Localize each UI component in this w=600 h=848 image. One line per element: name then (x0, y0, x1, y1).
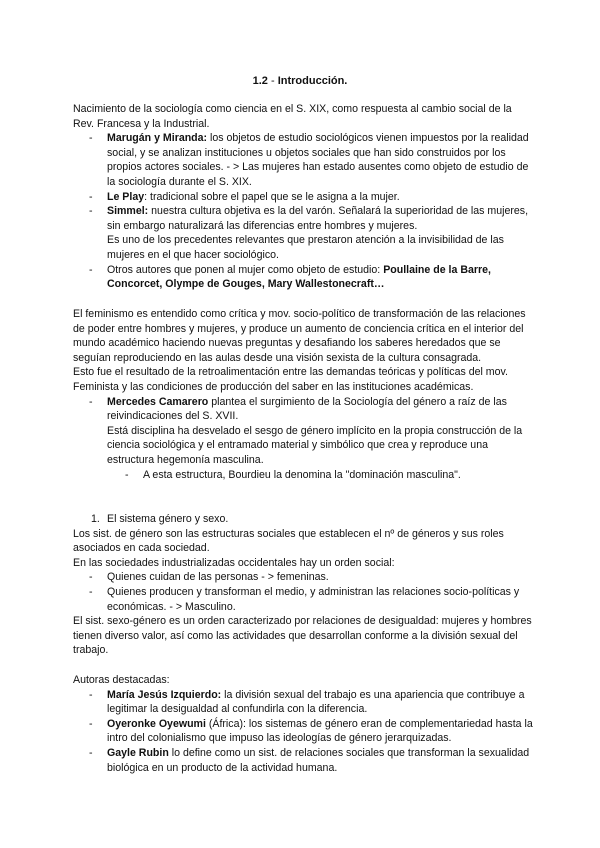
heading-number: 1. (91, 513, 100, 525)
section-title (0, 74, 600, 89)
list-item (73, 688, 535, 717)
list-item (73, 585, 535, 614)
section-number: 1.2 (252, 75, 268, 87)
feedback-paragraph: Esto fue el resultado de la retroalimentación entre las demandas teóricas y políticas del mov. Feminista y las condiciones de producción del saber en las instituciones académicas. (73, 366, 508, 393)
numbered-heading (73, 512, 535, 527)
bullet-marker: - (89, 205, 93, 218)
sub-list-item-text: A esta estructura, Bourdieu la denomina la "dominación masculina". (143, 468, 461, 481)
list-item (73, 190, 535, 205)
author-name: Simmel: (107, 205, 149, 218)
list-item-text: : tradicional sobre el papel que se le asigna a la mujer. (144, 190, 400, 203)
sex-gender-paragraph: El sist. sexo-género es un orden caracterizado por relaciones de desigualdad: mujeres y hombres tienen diverso valor, así como las actividades que desarrollan conforme a la división sexual del trabajo. (73, 615, 532, 657)
list-item-text: la división sexual del trabajo es una apariencia que contribuye a legitimar la desigualdad al confundirla con la diferencia. (107, 688, 525, 716)
author-name: Oyeronke Oyewumi (107, 717, 206, 730)
author-names: Poullaine de la Barre, Concorcet, Olympe de Gouges, Mary Wallestonecraft… (107, 263, 491, 291)
bullet-marker: - (89, 395, 93, 408)
bullet-marker: - (89, 746, 93, 759)
list-item (73, 570, 535, 585)
bullet-marker: - (89, 717, 93, 730)
list-item (73, 263, 535, 292)
sub-list-item (73, 468, 535, 483)
list-item-text: (África): los sistemas de género eran de complementariedad hasta la intro del colonialismo que impuso las ideologías de género jerarquizadas. (107, 717, 533, 745)
list-item-text: Otros autores que ponen al mujer como objeto de estudio: (107, 263, 384, 276)
authors-heading: Autoras destacadas: (73, 674, 170, 686)
list-item-text: plantea el surgimiento de la Sociología del género a raíz de las reivindicaciones del S. XVII. (107, 395, 507, 423)
bullet-marker: - (125, 468, 129, 481)
title-dash: - (267, 75, 278, 87)
list-item-continuation: Es uno de los precedentes relevantes que prestaron atención a la invisibilidad de las mujeres en el que hacer sociológico. (107, 234, 504, 261)
author-name: Le Play (107, 190, 145, 203)
social-order-paragraph: En las sociedades industrializadas occidentales hay un orden social: (73, 556, 395, 569)
bullet-marker: - (89, 688, 93, 701)
bullet-marker: - (89, 132, 93, 145)
list-item (73, 717, 535, 746)
gender-system-section (73, 512, 535, 658)
sociology-origins-section (73, 102, 535, 292)
author-name: Marugán y Miranda: (107, 132, 208, 145)
list-item-continuation: Está disciplina ha desvelado el sesgo de género implícito en la propia construcción de la ciencia sociológica y el entramado material y simbólico que crea y reproduce una estructura hegemonía masculina. (107, 424, 523, 466)
list-item (73, 131, 535, 189)
bullet-marker: - (89, 263, 93, 276)
feminism-section (73, 307, 535, 482)
author-name: María Jesús Izquierdo: (107, 688, 222, 701)
bullet-marker: - (89, 190, 93, 203)
list-item-text: Quienes producen y transforman el medio, y administran las relaciones socio-políticas y económicas. - > Masculino. (107, 585, 520, 613)
featured-authors-section (73, 673, 535, 775)
author-name: Gayle Rubin (107, 746, 169, 759)
gender-system-paragraph: Los sist. de género son las estructuras sociales que establecen el nº de géneros y sus roles asociados en cada sociedad. (73, 527, 504, 555)
intro-paragraph: Nacimiento de la sociología como ciencia en el S. XIX, como respuesta al cambio social de la Rev. Francesa y la Industrial. (73, 103, 512, 130)
author-name: Mercedes Camarero (107, 395, 209, 408)
heading-text: El sistema género y sexo. (107, 513, 229, 525)
list-item-text: Quienes cuidan de las personas - > femeninas. (107, 571, 329, 584)
list-item-text: los objetos de estudio sociológicos vienen impuestos por la realidad social, y se analizan instituciones u objetos sociales que han sido construidos por los propios actores sociales. - > Las mujeres han estado ausentes como objeto de estudio de la sociología durante el S. XIX. (107, 132, 529, 188)
list-item (73, 395, 535, 468)
bullet-marker: - (89, 571, 93, 584)
list-item (73, 204, 535, 262)
feminism-paragraph: El feminismo es entendido como crítica y mov. socio-político de transformación de las relaciones de poder entre hombres y mujeres, y produce un aumento de conciencia crítica en el interior del mundo académico haciendo nuevas preguntas y desafiando los saberes heredados que se seguían reproduciendo en las aulas desde una visión sexista de la cultura consagrada. (73, 308, 526, 364)
list-item-text: lo define como un sist. de relaciones sociales que transforman la sexualidad biológica en un producto de la actividad humana. (107, 746, 530, 774)
bullet-marker: - (89, 585, 93, 598)
list-item (73, 746, 535, 775)
section-title-text: Introducción. (277, 75, 348, 87)
list-item-text: nuestra cultura objetiva es la del varón. Señalará la superioridad de las mujeres, sin embargo naturalizará las diferencias entre hombres y mujeres. (107, 205, 529, 232)
